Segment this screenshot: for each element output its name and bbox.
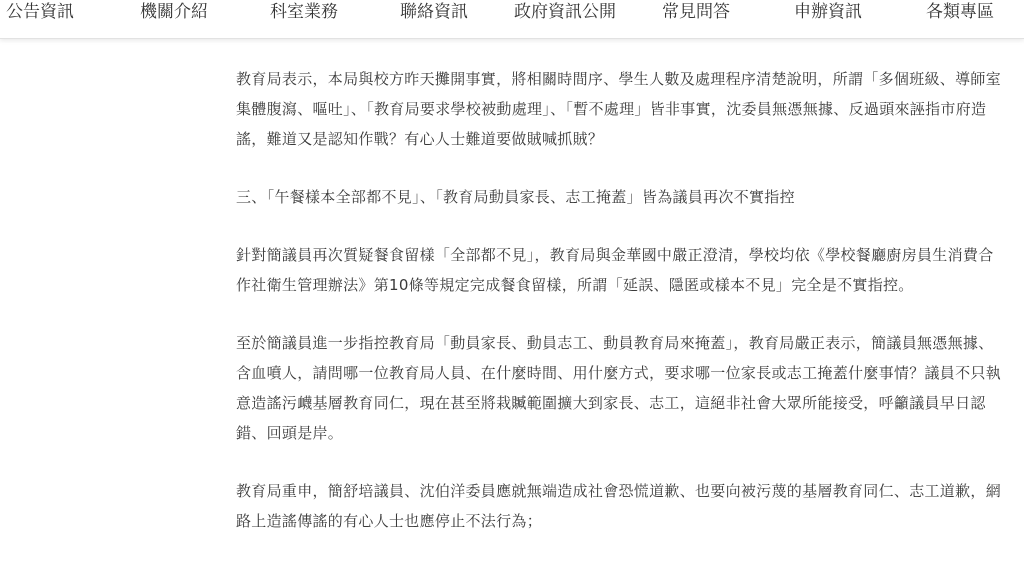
nav-item-faq[interactable]: 常見問答 [662, 2, 730, 22]
article-section-heading: 三、「午餐樣本全部都不見」、「教育局動員家長、志工掩蓋」皆為議員再次不實指控 [236, 188, 795, 206]
nav-item-about-agency[interactable]: 機關介紹 [140, 2, 208, 22]
nav-item-applications[interactable]: 申辦資訊 [794, 2, 862, 22]
article-paragraph: 至於簡議員進一步指控教育局「動員家長、動員志工、動員教育局來掩蓋」，教育局嚴正表示，簡議員無憑無據、含血噴人，請問哪一位教育局人員、在什麼時間、用什麼方式，要求哪一位家長或志工掩蓋什麼事情？議員不只執意造謠污衊基層教育同仁，現在甚至將栽贓範圍擴大到家長、志工，這絕非社會大眾所能接受，呼籲議員早日認錯、回頭是岸。 [236, 334, 1002, 442]
top-navigation-bar [0, 0, 1024, 39]
nav-item-special-zones[interactable]: 各類專區 [926, 2, 994, 22]
nav-item-announcements[interactable]: 公告資訊 [6, 2, 74, 22]
article-body [236, 64, 1004, 564]
article-paragraph: 教育局表示，本局與校方昨天攤開事實，將相關時間序、學生人數及處理程序清楚說明，所謂「多個班級、導師室集體腹瀉、嘔吐」、「教育局要求學校被動處理」、「暫不處理」皆非事實，沈委員無憑無據、反過頭來誣指市府造謠，難道又是認知作戰？有心人士難道要做賊喊抓賊？ [236, 70, 1002, 148]
article-paragraph: 針對簡議員再次質疑餐食留樣「全部都不見」，教育局與金華國中嚴正澄清，學校均依《學校餐廳廚房員生消費合作社衛生管理辦法》第10條等規定完成餐食留樣，所謂「延誤、隱匿或樣本不見」完全是不實指控。 [236, 246, 994, 294]
nav-item-departments[interactable]: 科室業務 [270, 2, 338, 22]
article-paragraph: 教育局重申，簡舒培議員、沈伯洋委員應就無端造成社會恐慌道歉、也要向被污蔑的基層教育同仁、志工道歉，網路上造謠傳謠的有心人士也應停止不法行為； [236, 482, 1002, 530]
nav-item-contact[interactable]: 聯絡資訊 [400, 2, 468, 22]
nav-item-gov-info[interactable]: 政府資訊公開 [514, 2, 616, 22]
